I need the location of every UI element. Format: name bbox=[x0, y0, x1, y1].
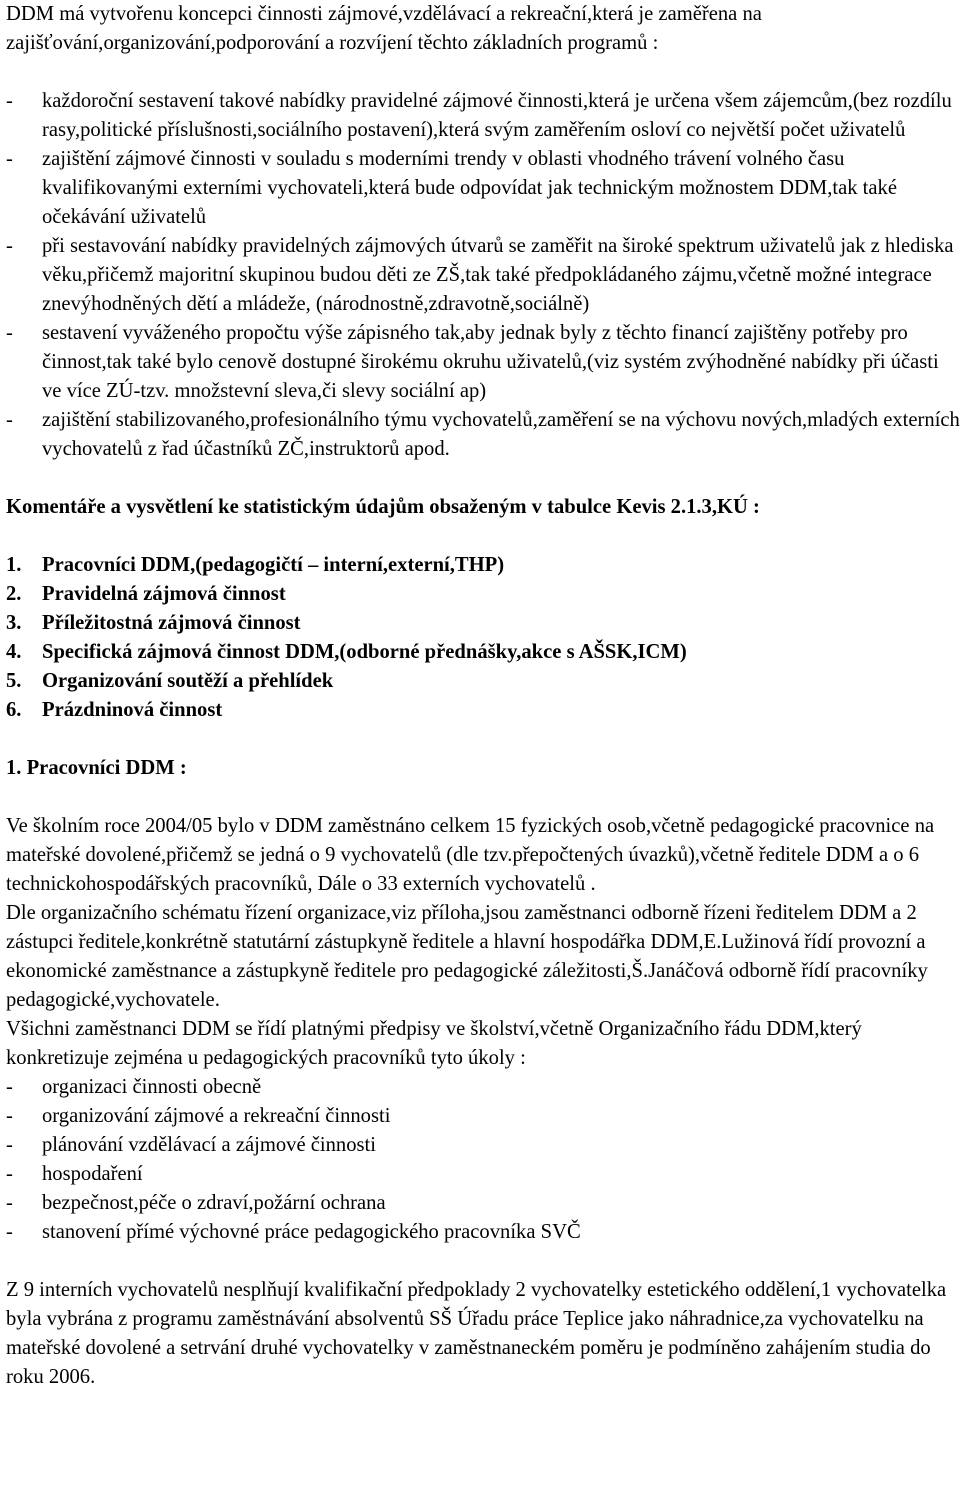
topic-number: 6. bbox=[6, 699, 22, 721]
section1-paragraph-org: Dle organizačního schématu řízení organizace,viz příloha,jsou zaměstnanci odborně řízeni ředitelem DDM a 2 zástupci ředitele,konkrétně statutární zástupkyně ředitele a hlavní hospodářka DDM,E.Lužinová řídí provozní a ekonomické zaměstnance a zástupkyně ředitele pro pedagogické záležitosti,Š.Janáčová odborně řídí pracovníky pedagogické,vychovatele. bbox=[6, 902, 928, 1011]
topic-item bbox=[6, 580, 960, 609]
duty-item: - bezpečnost,péče o zdraví,požární ochrana bbox=[6, 1189, 960, 1218]
program-item: - každoroční sestavení takové nabídky pravidelné zájmové činnosti,která je určena všem zájemcům,(bez rozdílu rasy,politické příslušnosti,sociálního postavení),která svým zaměřením osloví co největší počet uživatelů bbox=[6, 87, 960, 145]
topic-number: 2. bbox=[6, 583, 22, 605]
intro-paragraph: DDM má vytvořenu koncepci činnosti zájmové,vzdělávací a rekreační,která je zaměřena na zajišťování,organizování,podporování a rozvíjení těchto základních programů : bbox=[6, 3, 762, 54]
section1-heading: 1. Pracovníci DDM : bbox=[6, 757, 187, 779]
program-item: - zajištění stabilizovaného,profesionálního týmu vychovatelů,zaměření se na výchovu nových,mladých externích vychovatelů z řad účastníků ZČ,instruktorů apod. bbox=[6, 406, 960, 464]
topics-list bbox=[6, 551, 960, 725]
topic-number: 5. bbox=[6, 670, 22, 692]
closing-paragraph: Z 9 interních vychovatelů nesplňují kvalifikační předpoklady 2 vychovatelky estetického oddělení,1 vychovatelka byla vybrána z programu zaměstnávání absolventů SŠ Úřadu práce Teplice jako náhradnice,za vychovatelku na mateřské dovolené a setrvání druhé vychovatelky v zaměstnaneckém poměru je podmíněno zahájením studia do roku 2006. bbox=[6, 1279, 947, 1388]
topic-label: Pravidelná zájmová činnost bbox=[42, 583, 286, 605]
program-item: - sestavení vyváženého propočtu výše zápisného tak,aby jednak byly z těchto financí zajištěny potřeby pro činnost,tak také bylo cenově dostupné širokému okruhu uživatelů,(viz systém zvýhodněné nabídky při účasti ve více ZÚ-tzv. množstevní sleva,či slevy sociální ap) bbox=[6, 319, 960, 406]
topic-label: Příležitostná zájmová činnost bbox=[42, 612, 301, 634]
topic-label: Specifická zájmová činnost DDM,(odborné přednášky,akce s AŠSK,ICM) bbox=[42, 641, 687, 663]
topic-label: Prázdninová činnost bbox=[42, 699, 223, 721]
duties-list bbox=[6, 1073, 960, 1247]
duty-item: - organizování zájmové a rekreační činnosti bbox=[6, 1102, 960, 1131]
topic-item bbox=[6, 609, 960, 638]
topic-number: 1. bbox=[6, 554, 22, 576]
topic-label: Pracovníci DDM,(pedagogičtí – interní,externí,THP) bbox=[42, 554, 505, 576]
program-item: - zajištění zájmové činnosti v souladu s moderními trendy v oblasti vhodného trávení volného času kvalifikovanými externími vychovateli,která bude odpovídat jak technickým možnostem DDM,tak také očekávání uživatelů bbox=[6, 145, 960, 232]
section1-paragraph-rules: Všichni zaměstnanci DDM se řídí platnými předpisy ve školství,včetně Organizačního řádu DDM,který konkretizuje zejména u pedagogických pracovníků tyto úkoly : bbox=[6, 1018, 862, 1069]
topic-item bbox=[6, 638, 960, 667]
program-item: - při sestavování nabídky pravidelných zájmových útvarů se zaměřit na široké spektrum uživatelů jak z hlediska věku,přičemž majoritní skupinou budou děti ze ZŠ,tak také předpokládaného zájmu,včetně možné integrace znevýhodněných dětí a mládeže, (národnostně,zdravotně,sociálně) bbox=[6, 232, 960, 319]
duty-item: - hospodaření bbox=[6, 1160, 960, 1189]
topic-item bbox=[6, 551, 960, 580]
duty-item: - organizaci činnosti obecně bbox=[6, 1073, 960, 1102]
topic-item bbox=[6, 667, 960, 696]
topic-number: 4. bbox=[6, 641, 22, 663]
topic-number: 3. bbox=[6, 612, 22, 634]
topic-item bbox=[6, 696, 960, 725]
section1-paragraph-staff: Ve školním roce 2004/05 bylo v DDM zaměstnáno celkem 15 fyzických osob,včetně pedagogické pracovnice na mateřské dovolené,přičemž se jedná o 9 vychovatelů (dle tzv.přepočtených úvazků),včetně ředitele DDM a o 6 technickohospodářských pracovníků, Dále o 33 externích vychovatelů . bbox=[6, 815, 935, 895]
comments-heading: Komentáře a vysvětlení ke statistickým údajům obsaženým v tabulce Kevis 2.1.3,KÚ : bbox=[6, 496, 760, 518]
topic-label: Organizování soutěží a přehlídek bbox=[42, 670, 334, 692]
duty-item: - plánování vzdělávací a zájmové činnosti bbox=[6, 1131, 960, 1160]
programs-list bbox=[6, 87, 960, 464]
duty-item: - stanovení přímé výchovné práce pedagogického pracovníka SVČ bbox=[6, 1218, 960, 1247]
